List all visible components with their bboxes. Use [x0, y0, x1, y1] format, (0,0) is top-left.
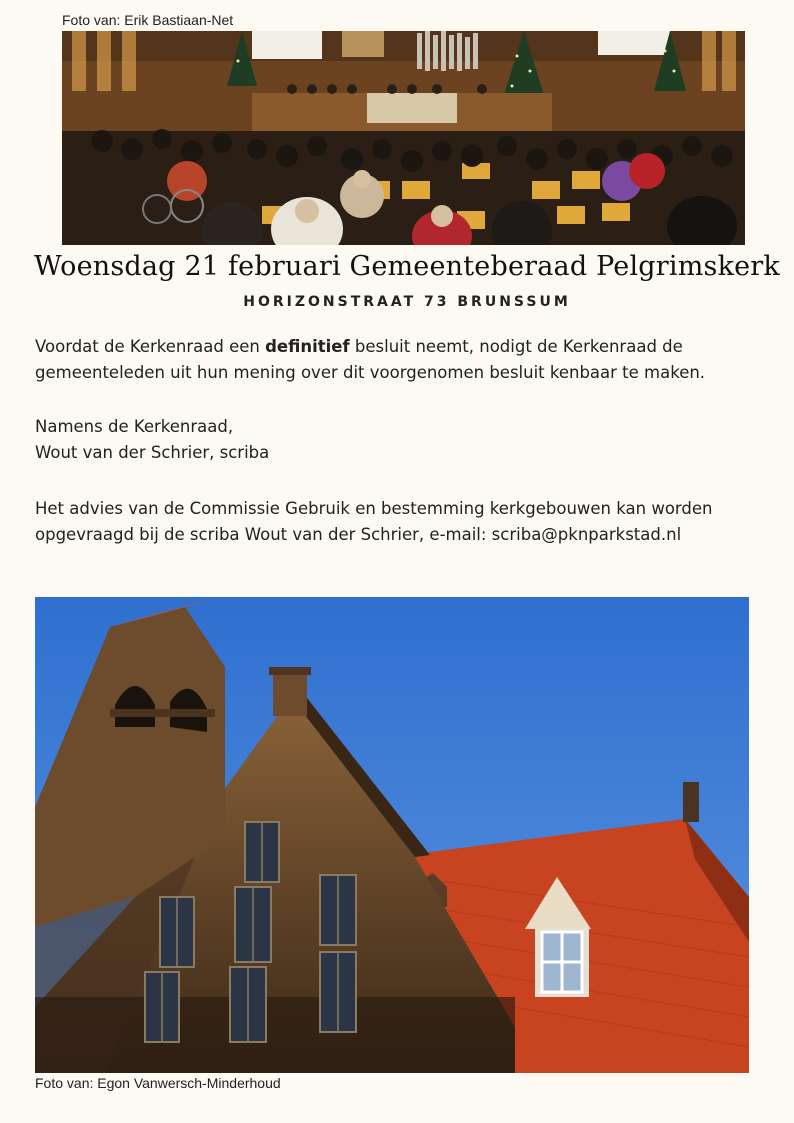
advice-paragraph: Het advies van de Commissie Gebruik en bestemming kerkgebouwen kan worden opgevraagd bij de scriba Wout van der Schrier, e-mail: scriba@pknparkstad.nl	[35, 499, 713, 544]
signoff-line-1: Namens de Kerkenraad,	[35, 417, 234, 436]
photo-credit-top: Foto van: Erik Bastiaan-Net	[62, 12, 234, 28]
photo-credit-bottom: Foto van: Egon Vanwersch-Minderhoud	[35, 1075, 281, 1091]
event-title: Woensdag 21 februari Gemeenteberaad Pelgrimskerk	[34, 251, 780, 282]
church-interior-photo	[62, 31, 745, 245]
signoff-line-2: Wout van der Schrier, scriba	[35, 443, 270, 462]
event-address: HORIZONSTRAAT 73 BRUNSSUM	[243, 294, 571, 310]
invitation-text-end: besluit neemt, nodigt de Kerkenraad de gemeenteleden uit hun mening over dit voorgenomen besluit kenbaar te maken.	[35, 337, 706, 382]
invitation-paragraph	[35, 334, 775, 386]
emphasis-definitief: definitief	[265, 337, 350, 356]
church-exterior-photo	[35, 597, 749, 1073]
invitation-text-start: Voordat de Kerkenraad een	[35, 337, 266, 356]
signoff	[35, 414, 775, 466]
